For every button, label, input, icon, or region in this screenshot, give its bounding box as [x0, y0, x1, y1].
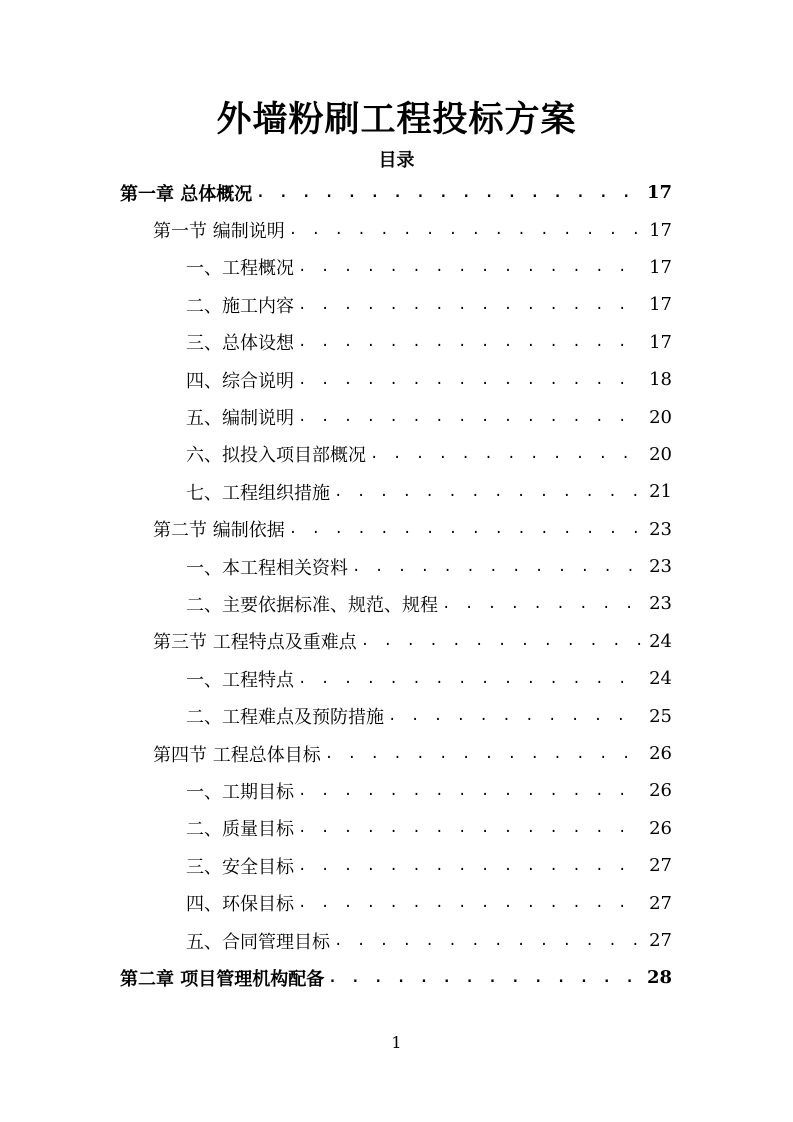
toc-entry[interactable] — [153, 735, 672, 772]
dot-leader — [352, 559, 642, 575]
toc-entry-text: 三、总体设想 — [186, 329, 298, 355]
dot-leader — [289, 222, 642, 238]
toc-entry[interactable] — [186, 772, 672, 809]
toc-entry-text: 二、施工内容 — [186, 292, 298, 318]
dot-leader — [298, 858, 642, 874]
toc-entry-text: 二、工程难点及预防措施 — [186, 703, 388, 729]
toc-entry[interactable] — [186, 585, 672, 622]
dot-leader — [325, 746, 642, 762]
dot-leader — [298, 259, 642, 275]
toc-entry-page: 26 — [649, 817, 672, 839]
toc-entry-text: 二、质量目标 — [186, 815, 298, 841]
table-of-contents — [0, 174, 793, 997]
toc-entry-page: 23 — [649, 593, 672, 615]
toc-entry[interactable] — [186, 697, 672, 734]
toc-entry[interactable] — [186, 436, 672, 473]
toc-entry-text: 一、工程概况 — [186, 254, 298, 280]
toc-entry-text: 五、编制说明 — [186, 404, 298, 430]
toc-entry[interactable] — [186, 548, 672, 585]
toc-entry-page: 17 — [649, 294, 672, 316]
page-number: 1 — [391, 1033, 402, 1052]
dot-leader — [256, 185, 642, 201]
dot-leader — [298, 372, 642, 388]
dot-leader — [442, 596, 642, 612]
dot-leader — [370, 446, 642, 462]
toc-entry-text: 一、工期目标 — [186, 778, 298, 804]
toc-entry-page: 17 — [646, 182, 672, 204]
dot-leader — [334, 933, 642, 949]
toc-entry-text: 第四节 工程总体目标 — [153, 741, 325, 767]
toc-entry-text: 六、拟投入项目部概况 — [186, 441, 370, 467]
toc-entry-page: 20 — [649, 406, 672, 428]
dot-leader — [298, 334, 642, 350]
dot-leader — [298, 297, 642, 313]
dot-leader — [289, 521, 642, 537]
toc-entry-text: 一、工程特点 — [186, 666, 298, 692]
dot-leader — [328, 970, 642, 986]
toc-entry-page: 27 — [649, 930, 672, 951]
toc-entry[interactable] — [153, 211, 672, 248]
toc-entry[interactable] — [186, 847, 672, 884]
toc-entry[interactable] — [186, 810, 672, 847]
toc-entry-text: 一、本工程相关资料 — [186, 554, 352, 580]
toc-entry[interactable] — [186, 361, 672, 398]
toc-entry-text: 第一章 总体概况 — [120, 180, 256, 206]
toc-entry-text: 五、合同管理目标 — [186, 928, 334, 954]
dot-leader — [298, 895, 642, 911]
toc-entry-text: 四、综合说明 — [186, 367, 298, 393]
toc-heading: 目录 — [378, 150, 415, 171]
toc-entry-page: 18 — [649, 369, 672, 391]
toc-entry[interactable] — [186, 324, 672, 361]
toc-entry-page: 23 — [649, 518, 672, 540]
toc-entry-page: 26 — [649, 780, 672, 802]
toc-entry[interactable] — [153, 511, 672, 548]
dot-leader — [361, 633, 642, 649]
toc-entry-text: 二、主要依据标准、规范、规程 — [186, 591, 442, 617]
toc-entry-page: 17 — [649, 331, 672, 353]
document-title: 外墙粉刷工程投标方案 — [216, 99, 577, 140]
toc-entry-page: 23 — [649, 556, 672, 578]
toc-entry[interactable] — [186, 398, 672, 435]
toc-entry[interactable] — [120, 959, 672, 996]
toc-entry-page: 27 — [649, 892, 672, 914]
dot-leader — [298, 409, 642, 425]
toc-entry-text: 三、安全目标 — [186, 853, 298, 879]
toc-entry[interactable] — [186, 249, 672, 286]
toc-entry-text: 四、环保目标 — [186, 890, 298, 916]
toc-entry-page: 17 — [649, 256, 672, 278]
toc-entry-page: 26 — [649, 743, 672, 765]
dot-leader — [334, 484, 642, 500]
toc-entry-page: 24 — [649, 668, 672, 690]
toc-entry-page: 27 — [649, 855, 672, 877]
dot-leader — [298, 671, 642, 687]
toc-entry-page: 21 — [649, 481, 672, 503]
toc-entry-page: 20 — [649, 443, 672, 465]
toc-entry[interactable] — [186, 660, 672, 697]
toc-entry-page: 24 — [649, 630, 672, 652]
toc-entry-text: 第二节 编制依据 — [153, 516, 289, 542]
dot-leader — [388, 708, 642, 724]
toc-entry[interactable] — [120, 174, 672, 211]
toc-entry[interactable] — [186, 286, 672, 323]
toc-entry-page: 17 — [649, 219, 672, 241]
toc-entry-text: 第一节 编制说明 — [153, 217, 289, 243]
toc-entry-text: 第三节 工程特点及重难点 — [153, 628, 361, 654]
toc-entry[interactable] — [186, 922, 672, 959]
toc-entry[interactable] — [186, 473, 672, 510]
toc-entry-page: 25 — [649, 705, 672, 727]
toc-entry-text: 第二章 项目管理机构配备 — [120, 965, 328, 991]
dot-leader — [298, 820, 642, 836]
toc-entry-page: 28 — [646, 967, 672, 989]
toc-entry-text: 七、工程组织措施 — [186, 479, 334, 505]
dot-leader — [298, 783, 642, 799]
toc-entry[interactable] — [186, 884, 672, 921]
toc-entry[interactable] — [153, 623, 672, 660]
